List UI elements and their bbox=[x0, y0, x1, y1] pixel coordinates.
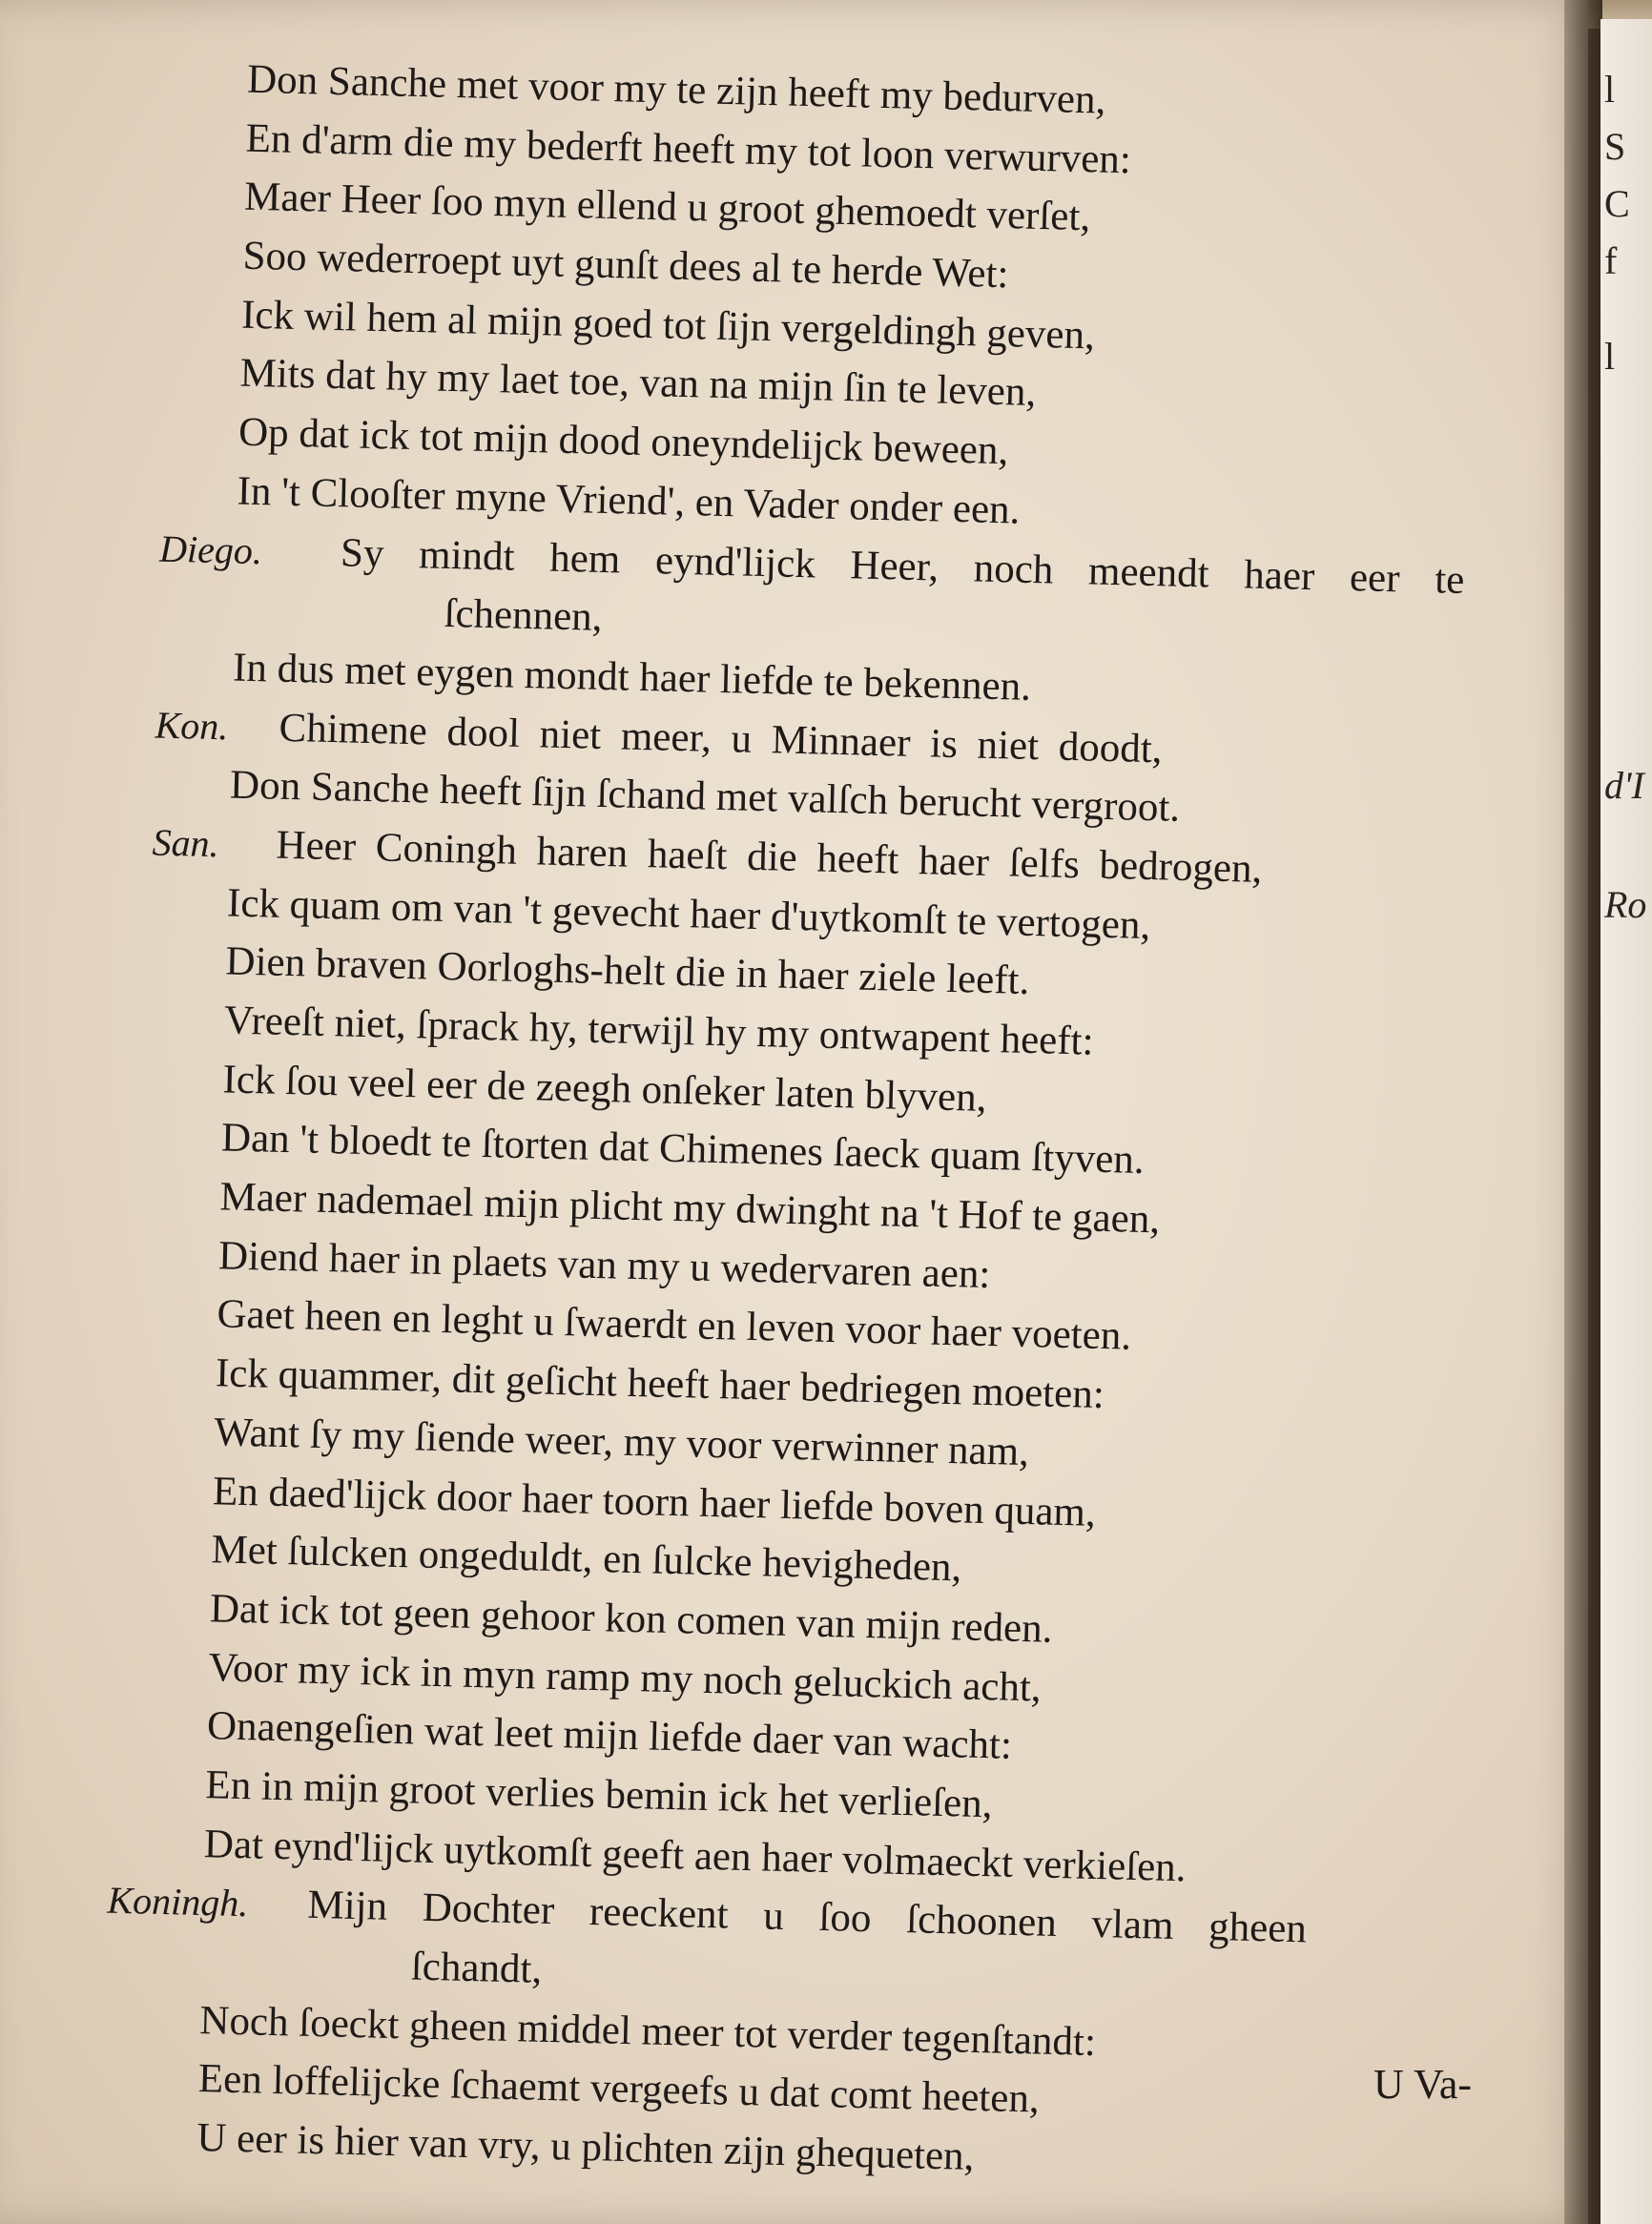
verse-line: U eer is hier van vry, u plichten zijn ghequeten, bbox=[196, 2115, 975, 2180]
facing-page-edge bbox=[1600, 19, 1652, 2224]
verse-line: Op dat ick tot mijn dood oneyndelijck beween, bbox=[237, 409, 1009, 474]
verse-line: Sy mindt hem eynd'lijck Heer, noch meendt haer eer te bbox=[340, 529, 1465, 603]
verse-line: Maer Heer ſoo myn ellend u groot ghemoedt verſet, bbox=[243, 175, 1091, 240]
verse-line: Soo wederroept uyt gunſt dees al te herde Wet: bbox=[242, 233, 1010, 298]
verse-line: Want ſy my ſiende weer, my voor verwinner nam, bbox=[213, 1410, 1030, 1474]
verse-line: Ick quam om van 't gevecht haer d'uytkomſt te vertogen, bbox=[226, 880, 1151, 948]
verse-line-continuation: ſchandt, bbox=[410, 1944, 543, 1992]
verse-line: Gaet heen en leght u ſwaerdt en leven voor haer voeten. bbox=[216, 1291, 1132, 1360]
verse-line: Ick wil hem al mijn goed tot ſijn vergeldingh geven, bbox=[240, 292, 1096, 359]
verse-line: Diend haer in plaets van my u wedervaren aen: bbox=[217, 1233, 991, 1297]
verse-line: Chimene dool niet meer, u Minnaer is niet doodt, bbox=[279, 705, 1164, 772]
verse-line: Heer Coningh haren haeſt die heeft haer ſelfs bedrogen, bbox=[276, 822, 1263, 892]
verse-line: Ick quammer, dit geſicht heeft haer bedriegen moeten: bbox=[215, 1350, 1105, 1418]
verse-line: Don Sanche met voor my te zijn heeft my bedurven, bbox=[246, 56, 1106, 123]
verse-line: Vreeſt niet, ſprack hy, terwijl hy my ontwapent heeft: bbox=[223, 998, 1095, 1064]
facing-page-fragment: S bbox=[1604, 125, 1626, 168]
facing-page-fragment: l bbox=[1604, 68, 1616, 111]
verse-line: En daed'lijck door haer toorn haer liefde boven quam, bbox=[212, 1468, 1097, 1535]
verse-line-continuation: ſchennen, bbox=[444, 591, 604, 641]
verse-line: Een loffelijcke ſchaemt vergeefs u dat comt heeten, bbox=[197, 2056, 1041, 2122]
verse-line: In 't Clooſter myne Vriend', en Vader onder een. bbox=[237, 468, 1021, 533]
verse-line: En in mijn groot verlies bemin ick het verlieſen, bbox=[204, 1762, 993, 1827]
facing-page-fragment: d'I bbox=[1604, 764, 1644, 807]
speaker-label-san: San. bbox=[152, 820, 220, 866]
speaker-label-koningh: Koningh. bbox=[106, 1878, 249, 1925]
verse-line: Dat eynd'lijck uytkomſt geeft aen haer volmaeckt verkieſen. bbox=[203, 1821, 1187, 1890]
verse-line: Onaengeſien wat leet mijn liefde daer van wacht: bbox=[206, 1703, 1013, 1769]
verse-line: Met ſulcken ongeduldt, en ſulcke hevigheden, bbox=[210, 1527, 962, 1591]
verse-line: Ick ſou veel eer de zeegh onſeker laten blyven, bbox=[222, 1057, 988, 1121]
facing-page-fragment: C bbox=[1604, 182, 1630, 225]
verse-line: Dan 't bloedt te ſtorten dat Chimenes ſaeck quam ſtyven. bbox=[220, 1115, 1146, 1184]
verse-line: Don Sanche heeft ſijn ſchand met valſch berucht vergroot. bbox=[229, 762, 1181, 832]
verse-line: Voor my ick in myn ramp my noch geluckich acht, bbox=[207, 1644, 1043, 1711]
verse-line: Mits dat hy my laet toe, van na mijn ſin te leven, bbox=[239, 351, 1037, 416]
verse-text bbox=[92, 48, 1555, 2199]
verse-line: En d'arm die my bederft heeft my tot loon verwurven: bbox=[245, 115, 1132, 183]
facing-page-fragment: Ro bbox=[1604, 883, 1647, 926]
verse-line: Dien braven Oorloghs-helt die in haer ziele leeft. bbox=[225, 938, 1030, 1004]
verse-line: In dus met eygen mondt haer liefde te bekennen. bbox=[232, 645, 1032, 710]
verse-line: Maer nademael mijn plicht my dwinght na 't Hof te gaen, bbox=[219, 1174, 1161, 1243]
facing-page-fragment: l bbox=[1604, 335, 1616, 378]
speaker-label-diego: Diego. bbox=[158, 526, 263, 572]
book-gutter bbox=[1564, 0, 1602, 2224]
catchword: U Va- bbox=[1373, 2061, 1473, 2108]
facing-page-fragment: f bbox=[1604, 239, 1618, 282]
speaker-label-kon: Kon. bbox=[155, 703, 229, 748]
verse-line: Mijn Dochter reeckent u ſoo ſchoonen vlam gheen bbox=[306, 1883, 1308, 1952]
verse-line: Noch ſoeckt gheen middel meer tot verder tegenſtandt: bbox=[198, 1997, 1097, 2065]
verse-line: Dat ick tot geen gehoor kon comen van mijn reden. bbox=[209, 1586, 1053, 1652]
